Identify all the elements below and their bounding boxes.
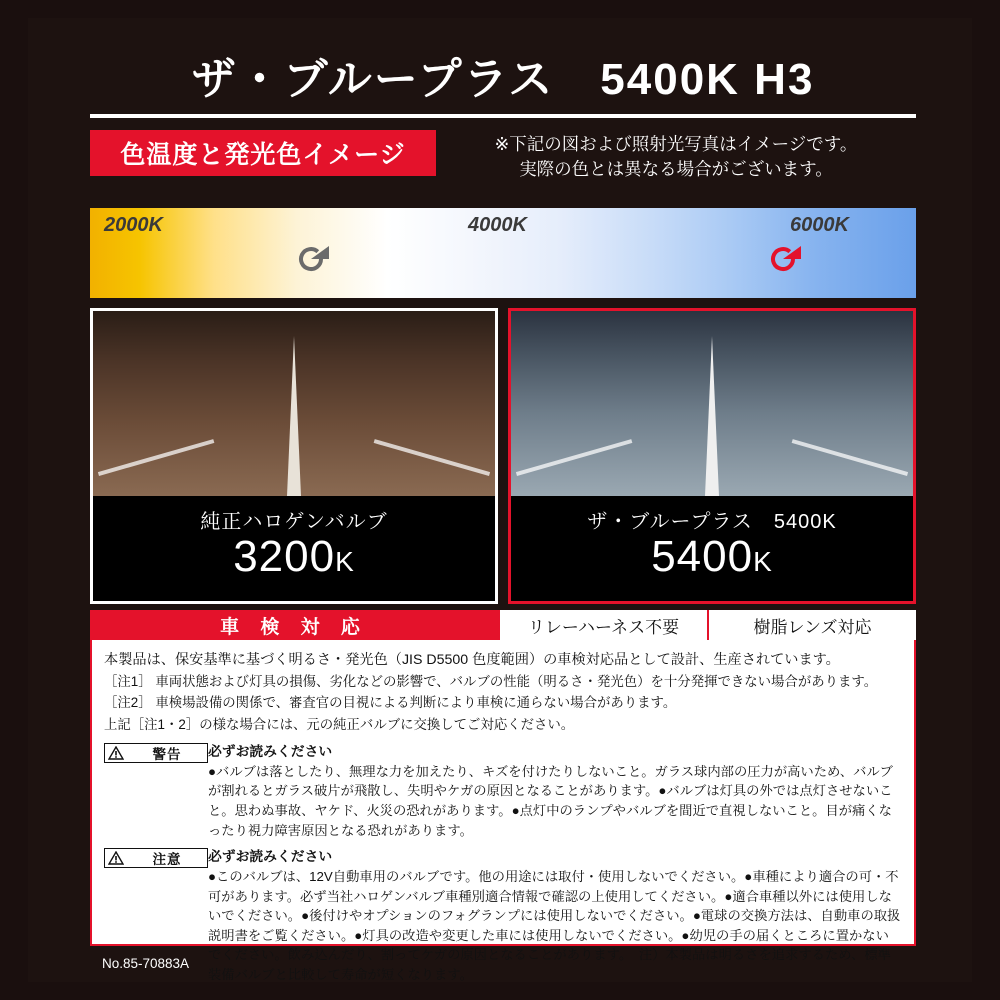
spec-cell-relay: リレーハーネス不要 — [498, 610, 707, 640]
road-edge-right — [792, 439, 908, 476]
scale-label-2000k: 2000K — [104, 214, 163, 236]
product-marker-icon — [760, 236, 806, 282]
document-number: No.85-70883A — [102, 956, 190, 971]
photo-caption-halogen — [93, 499, 495, 601]
photo-kelvin-halogen — [93, 534, 495, 580]
photo-caption-blueplus — [511, 499, 913, 601]
photo-label-blueplus: ザ・ブループラス 5400K — [587, 511, 837, 533]
title-divider — [90, 114, 916, 118]
lead-text: 本製品は、保安基準に基づく明るさ・発光色（JIS D5500 色度範囲）の車検対応品として設計、生産されています。 — [104, 652, 840, 668]
spec-cell-lens: 樹脂レンズ対応 — [707, 610, 916, 640]
color-temp-badge: 色温度と発光色イメージ — [90, 130, 436, 176]
caution-label: 注意 — [152, 852, 182, 868]
spec-bar — [90, 610, 916, 640]
kelvin-unit-blueplus: K — [753, 546, 773, 577]
road-centerline — [705, 336, 719, 496]
kelvin-number-blueplus: 5400 — [651, 532, 754, 581]
warning-text — [208, 742, 902, 840]
warning-body: ●バルブは落としたり、無理な力を加えたり、キズを付けたりしないこと。ガラス球内部の圧力が高いため、バルブが割れるとガラス破片が飛散し、失明やケガの原因となることがあります。●バルブは灯具の外では点灯させないこと。思わぬ事故、ヤケド、火災の恐れがあります。●点灯中のランプやバルブを間近で直視しないこと。目が痛くなったり視力障害原因となる恐れがあります。 — [208, 763, 893, 838]
warning-label: 警告 — [152, 746, 182, 762]
note-1: ［注1］ 車両状態および灯具の損傷、劣化などの影響で、バルブの性能（明るさ・発光色）を十分発揮できない場合があります。 — [104, 674, 878, 690]
note-2: ［注2］ 車検場設備の関係で、審査官の目視による判断により車検に通らない場合があります。 — [104, 695, 677, 711]
caution-block — [104, 847, 902, 984]
road-image-blueplus — [511, 311, 913, 496]
photo-label-halogen: 純正ハロゲンバルブ — [200, 511, 388, 533]
sheet-background — [28, 18, 972, 982]
scale-label-6000k: 6000K — [790, 214, 849, 236]
road-image-halogen — [93, 311, 495, 496]
warning-block — [104, 742, 902, 840]
photo-comparison — [90, 308, 916, 598]
road-edge-left — [98, 439, 214, 476]
warning-triangle-icon — [105, 746, 127, 760]
kelvin-number-halogen: 3200 — [233, 532, 336, 581]
caution-heading: 必ずお読みください — [208, 849, 333, 865]
color-temp-note-line2: 実際の色とは異なる場合がございます。 — [519, 159, 833, 180]
spec-main-label: 車 検 対 応 — [90, 610, 498, 640]
road-edge-right — [374, 439, 490, 476]
road-edge-left — [516, 439, 632, 476]
scale-label-4000k: 4000K — [468, 214, 527, 236]
kelvin-unit-halogen: K — [335, 546, 355, 577]
road-centerline — [287, 336, 301, 496]
photo-kelvin-blueplus — [511, 534, 913, 580]
color-temp-note — [436, 130, 916, 183]
caution-body: ●このバルブは、12V自動車用のバルブです。他の用途には取付・使用しないでください。●車種により適合の可・不可があります。必ず当社ハロゲンバルブ車種別適合情報で確認の上使用してください。●適合車種以外には使用しないでください。●後付けやオプションのフォグランプには使用しないでください。●電球の交換方法は、自動車の取扱説明書をご覧ください。●灯具の改造や変更した車には使用しないでください。●幼児の手の届くところに置かないでください。飲み込んだり、割ってケガの原因となることがあります。 注）本製品は明るさを追求するため、標準装備バルブと比較して寿命が短くなります。 — [208, 869, 901, 982]
halogen-marker-icon — [288, 236, 334, 282]
color-temperature-scale — [90, 208, 916, 298]
color-temp-header — [90, 130, 916, 192]
warning-badge — [104, 742, 208, 840]
caution-text — [208, 847, 902, 984]
page-title: ザ・ブループラス 5400K H3 — [191, 55, 815, 104]
caution-triangle-icon — [105, 851, 127, 865]
photo-blueplus — [508, 308, 916, 604]
color-temp-note-line1: ※下記の図および照射光写真はイメージです。 — [494, 134, 858, 154]
note-3: 上記［注1・2］の様な場合には、元の純正バルブに交換してご対応ください。 — [104, 716, 575, 732]
warning-heading: 必ずお読みください — [208, 743, 333, 759]
photo-halogen — [90, 308, 498, 604]
